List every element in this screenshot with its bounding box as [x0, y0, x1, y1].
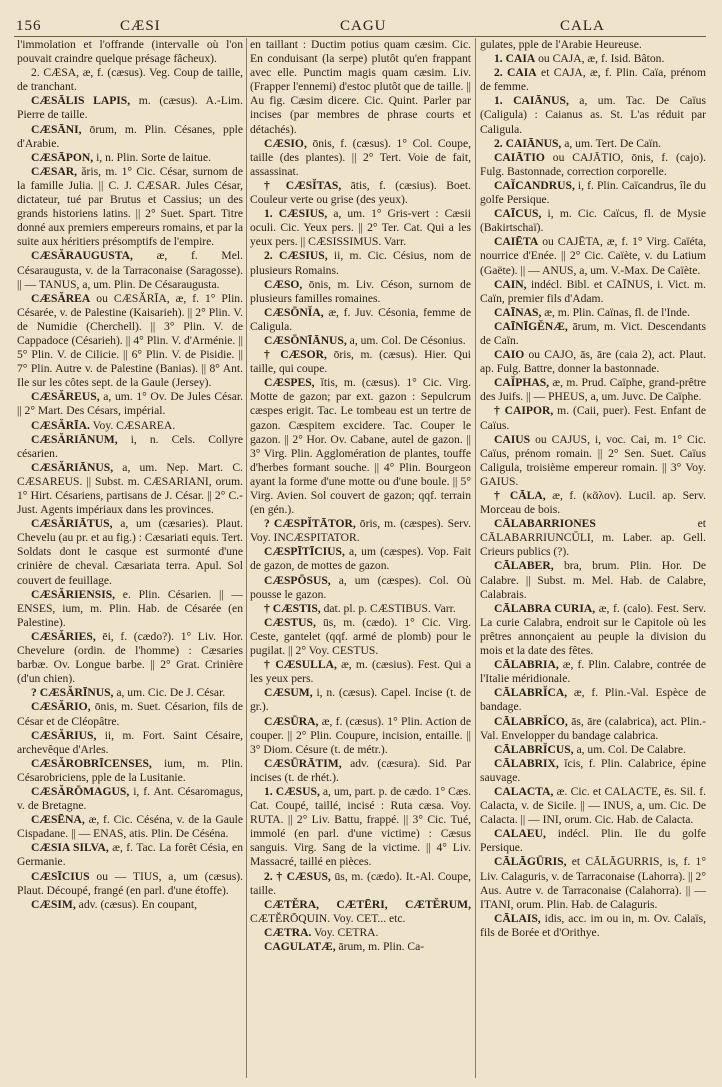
entry-definition: idis, acc. im ou in, m. Ov. Calaïs, fils de Borée et d'Orithye.	[480, 911, 706, 939]
entry-headword: CÆSĪCIUS	[31, 869, 90, 883]
dictionary-entry	[17, 630, 243, 686]
entry-headword: CĀLĀGŪRIS,	[494, 855, 567, 869]
entry-headword: CÆSĂRIĀTUS,	[31, 517, 113, 531]
entry-headword: CĀLABER,	[494, 559, 554, 573]
entry-definition: a, um (cæsaries). Plaut. Chevelu (au pr. et au fig.) : Cæsariati equis. Tert. Soldats dont le casque est surmonté d'une crinière de cheval. Cæsariata terra. Apul. Sol couvert de feuillage.	[17, 517, 243, 587]
entry-headword: CAGULATÆ,	[264, 940, 336, 953]
entry-headword: 1. CAIĀNUS,	[494, 94, 569, 108]
entry-headword: CAIĀTIO	[494, 150, 545, 164]
entry-headword: † CÆSĬTAS,	[264, 178, 342, 192]
entry-definition: gulates, pple de l'Arabie Heureuse.	[480, 38, 642, 51]
entry-headword: 2. CAIĀNUS,	[494, 136, 562, 150]
dictionary-entry	[480, 94, 706, 136]
entry-definition: indécl. Bibl. et CAĪNUS, i. Vict. m. Caïn, premier fils d'Adam.	[480, 277, 706, 305]
dictionary-entry	[480, 489, 706, 517]
entry-definition: i, f. Ant. Césaromagus, v. de Bretagne.	[17, 784, 243, 813]
entry-definition: ōris, m. (cæsus). Hier. Qui taille, qui coupe.	[250, 348, 471, 376]
dictionary-entry	[250, 306, 471, 334]
entry-headword: CÆSĒNA,	[31, 813, 85, 827]
entry-headword: CAĪNAS,	[494, 305, 542, 319]
entry-headword: CÆSĂRIĀNUM,	[31, 432, 118, 446]
dictionary-entry	[480, 306, 706, 320]
dictionary-entry	[250, 517, 471, 545]
guide-word-left: CÆSI	[120, 18, 161, 34]
entry-definition: ōrum, m. Plin. Césanes, pple d'Arabie.	[17, 122, 243, 150]
dictionary-entry	[17, 588, 243, 630]
entry-definition: ii, m. Cic. Césius, nom de plusieurs Romains.	[250, 249, 471, 277]
entry-headword: CÆSĂRŌMAGUS,	[31, 784, 130, 798]
dictionary-entry	[480, 602, 706, 658]
dictionary-entry	[250, 38, 471, 137]
entry-headword: CALACTA,	[494, 784, 554, 798]
entry-headword: CĀLABARRIONES	[494, 517, 596, 531]
entry-definition: ātis, f. (cæsius). Boet. Couleur verte ou grise (des yeux).	[250, 178, 471, 207]
dictionary-entry	[480, 433, 706, 489]
entry-headword: 1. CAIA	[494, 52, 536, 66]
entry-definition: ūs, m. (cædo). 1° Cic. Virg. Ceste, gantelet (qqf. armé de plomb) pour le pugilat. || 2° Voy. CESTUS.	[250, 615, 471, 658]
entry-headword: † CAIPOR,	[494, 404, 554, 418]
entry-definition: ēi, f. (cædo?). 1° Liv. Hor. Chevelure (ordin. de l'homme) : Cæsaries barbæ. Ov. Longue barbe. || 2° Grat. Crinière (d'un chien).	[17, 629, 243, 686]
entry-definition: ārum, m. Plin. Ca-	[335, 940, 425, 953]
dictionary-entry	[250, 785, 471, 870]
entry-headword: CÆSĀNI,	[31, 122, 82, 136]
entry-headword: CAĬPHAS,	[494, 376, 550, 390]
entry-definition: adv. (cæsus). En coupant,	[75, 897, 198, 911]
entry-definition: æ, f. (cæsus). 1° Plin. Action de couper. || 2° Plin. Coupure, incision, entaille. || 3° Diom. Césure (t. de métr.).	[250, 714, 471, 756]
dictionary-entry	[480, 757, 706, 785]
dictionary-entry	[250, 207, 471, 249]
entry-definition: l'immolation et l'offrande (intervalle où l'on pouvait craindre quelque présage fâcheux).	[17, 38, 243, 66]
entry-definition: æ, f. Cic. Céséna, v. de la Gaule Cispadane. || — ENAS, atis. Plin. De Céséna.	[17, 813, 243, 841]
guide-word-right: CALA	[560, 18, 605, 34]
dictionary-entry	[250, 686, 471, 714]
dictionary-entry	[250, 574, 471, 602]
entry-headword: CÆSĂRAUGUSTA,	[31, 249, 133, 263]
entry-definition: ĭcis, f. Plin. Calabrice, épine sauvage.	[480, 756, 706, 784]
dictionary-entry	[480, 66, 706, 94]
entry-definition: e. Plin. Césarien. || — ENSES, ium, m. Plin. Hab. de Césarée (en Palestine).	[17, 587, 243, 629]
entry-definition: ou — TIUS, a, um (cæsus). Plaut. Découpé, frangé (en parl. d'une étoffe).	[17, 869, 243, 897]
entry-headword: 2. † CÆSUS,	[264, 869, 331, 883]
entry-headword: CÆTRA.	[264, 925, 312, 939]
entry-definition: æ, f. Plin.-Val. Espèce de bandage.	[480, 686, 706, 714]
dictionary-entry	[250, 602, 471, 616]
dictionary-entry	[17, 419, 243, 433]
entry-definition: æ, m. Plin. Caïnas, fl. de l'Inde.	[541, 305, 690, 319]
entry-definition: i, n. Plin. Sorte de laitue.	[93, 150, 212, 164]
entry-definition: m. (Caii, puer). Fest. Enfant de Caïus.	[480, 404, 706, 432]
entry-headword: CAIO	[494, 348, 525, 362]
entry-headword: CALAEU,	[494, 827, 546, 841]
dictionary-entry	[17, 151, 243, 165]
entry-headword: CAIN,	[494, 277, 527, 291]
dictionary-entry	[17, 390, 243, 418]
dictionary-entry	[250, 870, 471, 898]
entry-headword: † CÆSULLA,	[264, 658, 337, 672]
entry-headword: CÆSĂRĪA.	[31, 418, 90, 432]
entry-headword: CÆSAR,	[31, 164, 78, 178]
dictionary-entry	[480, 559, 706, 601]
dictionary-entry	[480, 52, 706, 66]
dictionary-entry	[250, 249, 471, 277]
entry-headword: CÆSIA SILVA,	[31, 841, 109, 855]
dictionary-entry	[250, 179, 471, 207]
column-3	[480, 38, 706, 1078]
entry-definition: indécl. Plin. Ile du golfe Persique.	[480, 827, 706, 855]
entry-headword: CAĬCANDRUS,	[494, 178, 575, 192]
dictionary-entry	[480, 404, 706, 432]
entry-definition: ou CAJĀTIO, ōnis, f. (cajo). Fulg. Bastonnade, correction corporelle.	[480, 150, 706, 178]
entry-definition: a, um. Col. De Calabre.	[573, 742, 686, 756]
dictionary-entry	[250, 715, 471, 757]
dictionary-entry	[480, 137, 706, 151]
entry-headword: CÆSIM,	[31, 897, 76, 911]
entry-headword: CĀLABRĬCO,	[494, 714, 568, 728]
dictionary-entry	[480, 855, 706, 911]
entry-definition: ium, m. Plin. Césarobriciens, pple de la Lusitanie.	[17, 756, 243, 784]
dictionary-entry	[480, 179, 706, 207]
entry-definition: æ, f. (κᾶλον). Lucil. ap. Serv. Morceau de bois.	[480, 489, 706, 517]
dictionary-entry	[17, 433, 243, 461]
dictionary-entry	[250, 940, 471, 954]
entry-definition: bra, brum. Plin. Hor. De Calabre. || Subst. m. Mel. Hab. de Calabre, Calabrais.	[480, 559, 706, 601]
entry-headword: CÆTĔRA, CÆTĒRI, CÆTĔRUM,	[264, 897, 471, 911]
dictionary-entry	[480, 151, 706, 179]
entry-definition: ou CAJA, æ, f. Isid. Bâton.	[535, 52, 665, 66]
entry-headword: CÆSPĪTĪCIUS,	[264, 545, 345, 559]
dictionary-entry	[480, 912, 706, 940]
entry-definition: æ, f. Mel. Césaraugusta, v. de la Tarraconaise (Saragosse). || — TANUS, a, um. Plin. De Césaraugusta.	[17, 249, 243, 291]
entry-definition: æ, f. Juv. Césonia, femme de Caligula.	[250, 305, 471, 333]
dictionary-entry	[480, 320, 706, 348]
entry-headword: CÆSĂREUS,	[31, 390, 100, 404]
dictionary-entry	[250, 616, 471, 658]
entry-definition: a, um (cæspes). Vop. Fait de gazon, de mottes de gazon.	[250, 545, 471, 573]
column-1	[17, 38, 243, 1078]
entry-definition: Voy. CETRA.	[311, 925, 379, 939]
dictionary-entry	[250, 137, 471, 179]
entry-definition: ārum, m. Vict. Descendants de Caïn.	[480, 319, 706, 347]
dictionary-entry	[17, 700, 243, 728]
entry-definition: dat. pl. p. CÆSTIBUS. Varr.	[320, 601, 456, 615]
entry-definition: CÆTĔRŌQUIN. Voy. CET... etc.	[250, 911, 406, 925]
entry-headword: CÆSŪRĀTIM,	[264, 756, 342, 770]
entry-headword: CÆSĀPON,	[31, 150, 94, 164]
dictionary-entry	[17, 123, 243, 151]
dictionary-entry	[250, 926, 471, 940]
entry-headword: CÆSTUS,	[264, 615, 316, 629]
dictionary-entry	[250, 278, 471, 306]
page-header	[0, 14, 722, 38]
dictionary-entry	[17, 249, 243, 291]
entry-headword: 1. CÆSIUS,	[264, 207, 328, 221]
column-divider	[475, 38, 476, 1078]
entry-headword: CAĪNĪGĔNÆ,	[494, 319, 568, 333]
dictionary-entry	[17, 165, 243, 250]
entry-definition: æ, f. Tac. La forêt Césia, en Germanie.	[17, 841, 243, 869]
dictionary-entry	[480, 715, 706, 743]
entry-definition: a, um (cæspes). Col. Où pousse le gazon.	[250, 573, 471, 601]
dictionary-entry	[250, 348, 471, 376]
dictionary-entry	[480, 827, 706, 855]
entry-headword: CÆSPŌSUS,	[264, 573, 331, 587]
entry-headword: CÆSĀLIS LAPIS,	[31, 94, 131, 108]
entry-definition: a, um. Col. De Césonius.	[346, 333, 466, 347]
entry-definition: ōnis, m. Liv. Céson, surnom de plusieurs familles romaines.	[250, 277, 471, 305]
entry-definition: a, um. 1° Gris-vert : Cæsii oculi. Cic. Yeux pers. || 2° Ter. Cat. Qui a les yeux pers. || CÆSISSIMUS. Varr.	[250, 207, 471, 249]
dictionary-entry	[17, 841, 243, 869]
entry-headword: CÆSŌNĪĀNUS,	[264, 333, 347, 347]
dictionary-entry	[17, 757, 243, 785]
entry-definition: a, um, part. p. de cædo. 1° Cæs. Cat. Coupé, taillé, incisé : Ruta cæsa. Voy. RUTA. || 2° Liv. Battu, frappé. || 3° Cic. Tué, immolé (en parl. d'une victime) : Cæsus sanguis. Virg. Sang de la victime. || 4° Liv. Massacré, taillé en pièces.	[250, 784, 471, 869]
dictionary-entry	[17, 292, 243, 391]
dictionary-entry	[480, 658, 706, 686]
entry-headword: CĀLABRA CURIA,	[494, 601, 596, 615]
entry-definition: ou CAJO, ās, āre (caia 2), act. Plaut. ap. Fulg. Battre, donner la bastonnade.	[480, 348, 706, 376]
entry-definition: a, um. Tert. De Caïn.	[561, 136, 662, 150]
header-rule	[14, 36, 706, 37]
entry-headword: CĀLABRĬCA,	[494, 686, 568, 700]
entry-definition: ii, m. Fort. Saint Césaire, archevêque d'Arles.	[17, 728, 243, 756]
entry-headword: CÆSUM,	[264, 686, 313, 700]
guide-word-center: CAGU	[340, 18, 387, 34]
entry-headword: 1. CÆSUS,	[264, 784, 320, 798]
entry-definition: ōnis, f. (cæsus). 1° Col. Coupe, taille (des plantes). || 2° Tert. Voie de fait, assassinat.	[250, 136, 471, 178]
dictionary-entry	[480, 517, 706, 559]
dictionary-entry	[17, 870, 243, 898]
entry-definition: Voy. CÆSAREA.	[89, 418, 176, 432]
entry-definition: a, um. Tac. De Caïus (Caligula) : Caianus as. St. L'as réduit par Caligula.	[480, 94, 706, 136]
entry-headword: CÆSĂRIUS,	[31, 728, 97, 742]
entry-headword: CÆSPES,	[264, 376, 315, 390]
entry-headword: † CÆSOR,	[264, 348, 327, 362]
dictionary-entry	[17, 785, 243, 813]
page-number: 156	[16, 18, 42, 34]
dictionary-entry	[250, 658, 471, 686]
dictionary-entry	[480, 376, 706, 404]
entry-headword: CĀLABRIX,	[494, 756, 559, 770]
dictionary-entry	[480, 38, 706, 52]
dictionary-entry	[17, 66, 243, 94]
dictionary-entry	[250, 898, 471, 926]
entry-headword: † CÆSTIS,	[264, 601, 321, 615]
entry-headword: CÆSĂRIĀNUS,	[31, 460, 114, 474]
dictionary-entry	[480, 743, 706, 757]
entry-headword: CÆSIO,	[264, 136, 307, 150]
entry-definition: æ, m. (cæsius). Fest. Qui a les yeux pers.	[250, 658, 471, 686]
entry-headword: 2. CAIA	[494, 66, 537, 80]
dictionary-entry	[480, 785, 706, 827]
dictionary-entry	[17, 686, 243, 700]
entry-headword: CÆSĂROBRĪCENSES,	[31, 756, 152, 770]
entry-definition: 2. CÆSA, æ, f. (cæsus). Veg. Coup de taille, de tranchant.	[17, 66, 243, 94]
entry-definition: i, n. Cels. Collyre césarien.	[17, 432, 243, 460]
entry-headword: CAĪCUS,	[494, 207, 542, 221]
dictionary-entry	[250, 376, 471, 517]
entry-headword: CĀLABRIA,	[494, 658, 559, 672]
entry-definition: æ, m. Prud. Caïphe, grand-prêtre des Juifs. || — PHEUS, a, um. Juvc. De Caïphe.	[480, 376, 706, 404]
column-2	[250, 38, 471, 1078]
entry-definition: ou CÆSĂRĪA, æ, f. 1° Plin. Césarée, v. de Palestine (Kaisarieh). || 2° Plin. V. de Numidie (Cherchell). || 3° Plin. V. de Cappadoce (Césarieh). || 4° Plin. V. d'Arménie. || 5° Plin. V. de Cilicie. || 6° Plin. V. de Pisidie. || 7° Plin. Autre v. de Palestine (Banias). || 8° Ant. Ile sur les côtes sept. de la Gaule (Jersey).	[17, 291, 243, 390]
dictionary-entry	[17, 898, 243, 912]
entry-definition: adv. (cæsura). Sid. Par incises (t. de rhét.).	[250, 756, 471, 784]
dictionary-entry	[17, 813, 243, 841]
entry-definition: ăris, m. 1° Cic. César, surnom de la famille Julia. || C. J. CÆSAR. Jules César, dictateur, tué par Brutus et Cassius; un des grands historiens latins. || 2° Suet. Spart. Titre donné aux premiers empereurs romains, et par la suite aux héritiers présomptifs de l'empire.	[17, 164, 243, 249]
dictionary-entry	[250, 757, 471, 785]
entry-definition: ōris, m. (cæspes). Serv. Voy. INCÆSPITATOR.	[250, 517, 471, 545]
entry-headword: 2. CÆSIUS,	[264, 249, 328, 263]
dictionary-entry	[17, 38, 243, 66]
dictionary-entry	[480, 278, 706, 306]
dictionary-entry	[250, 334, 471, 348]
entry-definition: ĭtis, m. (cæsus). 1° Cic. Virg. Motte de gazon; par ext. gazon : Sepulcrum cæspes erigit. Tac. Le tombeau est un tertre de gazon. Cæspitem excidere. Tac. Couper le gazon. || 2° Hor. Ov. Cabane, autel de gazon. || 3° Virg. Plin. Agglomération de plantes, touffe d'herbes formant souche. || 4° Plin. Bourgeon ayant la forme d'une motte ou d'une boule. || 5° Virg. Avien. Sol couvert de gazon; qqf. terrain (en gén.).	[250, 376, 471, 517]
entry-definition: i, m. Cic. Caïcus, fl. de Mysie (Bakirtschaï).	[480, 207, 706, 235]
column-divider	[246, 38, 247, 1078]
entry-headword: CÆSĂREA	[31, 291, 91, 305]
entry-headword: CAIUS	[494, 432, 531, 446]
entry-headword: CÆSĂRIENSIS,	[31, 587, 116, 601]
entry-headword: CÆSO,	[264, 277, 303, 291]
entry-headword: † CĀLA,	[494, 489, 546, 502]
dictionary-entry	[17, 729, 243, 757]
entry-definition: i, n. (cæsus). Capel. Incise (t. de gr.).	[250, 686, 471, 714]
entry-definition: ūs, m. (cædo). It.-Al. Coupe, taille.	[250, 869, 471, 897]
entry-definition: ou CAJĒTA, æ, f. 1° Virg. Caïéta, nourrice d'Enée. || 2° Cic. Caïète, v. du Latium (Gaëte). || — ANUS, a, um. V.-Max. De Caïète.	[480, 235, 706, 277]
entry-headword: CĀLAIS,	[494, 911, 541, 925]
entry-headword: CÆSŪRA,	[264, 714, 319, 728]
entry-definition: m. (cæsus). A.-Lim. Pierre de taille.	[17, 94, 243, 122]
entry-headword: ? CÆSĂRĪNUS,	[31, 686, 114, 700]
entry-definition: a, um. 1° Ov. De Jules César. || 2° Mart. Des Césars, impérial.	[17, 390, 243, 418]
entry-definition: a, um. Nep. Mart. C. CÆSAREUS. || Subst. m. CÆSARIANI, orum. 1° Hirt. Césariens, partisans de J. César. || 2° C.-Just. Agents impériaux dans les provinces.	[17, 460, 243, 517]
entry-headword: ? CÆSPĬTĀTOR,	[264, 517, 356, 531]
dictionary-entry	[17, 94, 243, 122]
entry-definition: et CAJA, æ, f. Plin. Caïa, prénom de femme.	[480, 66, 706, 94]
entry-definition: ōnis, m. Suet. Césarion, fils de César et de Cléopâtre.	[17, 700, 243, 728]
dictionary-entry	[250, 545, 471, 573]
entry-definition: ou CAJUS, i, voc. Cai, m. 1° Cic. Caïus, prénom romain. || 2° Sen. Suet. Caïus Caligula, troisième empereur romain. || 3° Voy. GAIUS.	[480, 432, 706, 488]
entry-definition: et CĀLABARRIUNCŬLI, m. Laber. ap. Gell. Crieurs publics (?).	[480, 517, 706, 559]
dictionary-entry	[480, 235, 706, 277]
dictionary-entry	[17, 517, 243, 587]
entry-definition: en taillant : Ductim potius quam cæsim. Cic. En conduisant (la serpe) plutôt qu'en frappant avec elle. Punctim magis quam cæsim. Liv. (Frapper l'ennemi) d'estoc plutôt que de taille. || Au fig. Cæsim dicere. Cic. Quint. Parler par incises (par membres de phrase courts et détachés).	[250, 38, 471, 136]
dictionary-entry	[17, 461, 243, 517]
entry-headword: CAIĒTA	[494, 235, 539, 249]
entry-headword: CÆSĂRIO,	[31, 700, 91, 714]
dictionary-entry	[480, 207, 706, 235]
entry-definition: i, f. Plin. Caïcandrus, île du golfe Persique.	[480, 178, 706, 207]
entry-headword: CÆSĂRIES,	[31, 629, 96, 643]
entry-definition: æ. Cic. et CALACTE, ēs. Sil. f. Calacta, v. de Sicile. || — INUS, a, um. Cic. De Calacta. || — INI, orum. Cic. Hab. de Calacta.	[480, 784, 706, 827]
entry-definition: æ, f. Plin. Calabre, contrée de l'Italie méridionale.	[480, 658, 706, 686]
entry-definition: et CĀLĀGURRIS, is, f. 1° Liv. Calaguris, v. de Tarraconaise (Lahorra). || 2° Aus. Autre v. de Tarraconaise (Calahorra). || — ITANI, orum. Plin. Hab. de Calaguris.	[480, 855, 706, 911]
entry-definition: a, um. Cic. De J. César.	[113, 686, 226, 700]
dictionary-entry	[480, 686, 706, 714]
dictionary-entry	[480, 348, 706, 376]
entry-headword: CĀLABRĬCUS,	[494, 742, 574, 756]
entry-definition: ās, āre (calabrica), act. Plin.-Val. Envelopper du bandage calabrica.	[480, 714, 706, 742]
entry-headword: CÆSŌNĬA,	[264, 305, 324, 319]
entry-definition: æ, f. (calo). Fest. Serv. La curie Calabra, endroit sur le Capitole où les prêtres annonçaient au peuple la division du mois et la date des fêtes.	[480, 601, 706, 658]
